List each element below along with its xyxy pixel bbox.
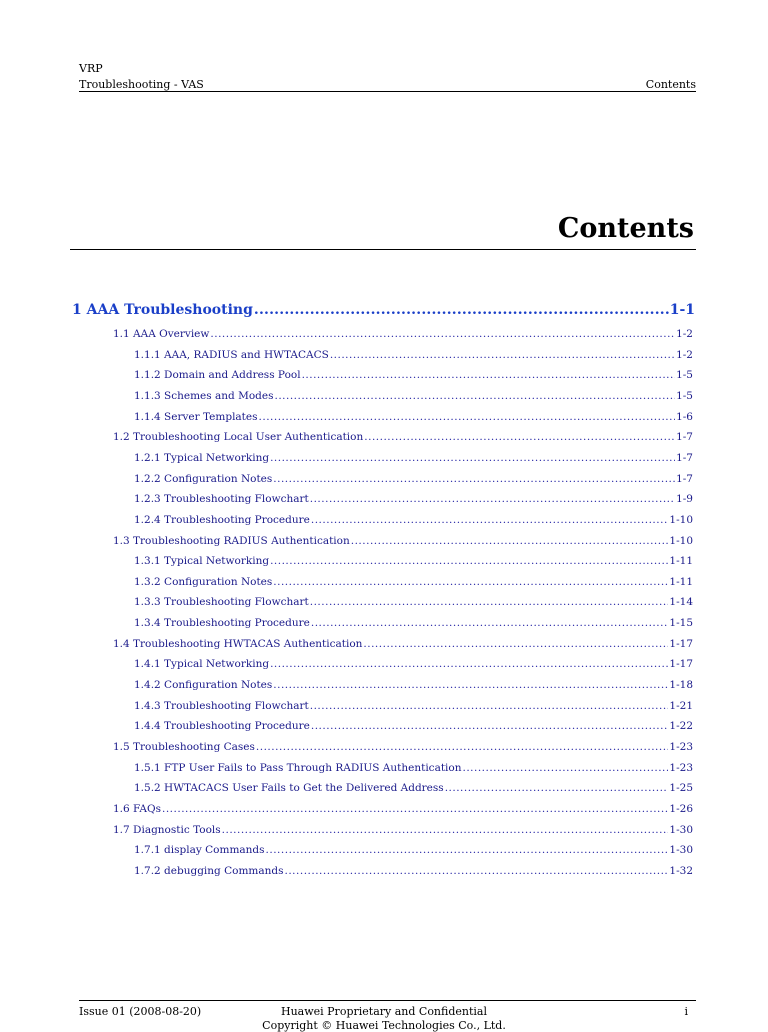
toc-entry[interactable]	[134, 762, 693, 774]
toc-leader-dots	[210, 328, 675, 340]
header-product: VRP	[79, 62, 103, 75]
toc-entry-page: 1-11	[669, 555, 693, 568]
toc-entry-label: 1.4.3 Troubleshooting Flowchart	[134, 699, 309, 712]
toc-leader-dots	[222, 824, 669, 836]
toc-entry-page: 1-5	[676, 389, 693, 402]
toc-entry-page: 1-7	[676, 431, 693, 444]
toc-entry-label: 1.7.2 debugging Commands	[134, 864, 284, 877]
toc-entry-label: 1.4 Troubleshooting HWTACAS Authentication	[113, 637, 363, 650]
toc-entry[interactable]	[134, 555, 693, 567]
toc-leader-dots	[302, 369, 676, 381]
toc-entry-page: 1-15	[669, 617, 693, 630]
toc-entry-label: 1.2.4 Troubleshooting Procedure	[134, 513, 310, 526]
toc-entry-label: 1.6 FAQs	[113, 802, 161, 815]
toc-entry-label: 1.3 Troubleshooting RADIUS Authentication	[113, 534, 350, 547]
toc-leader-dots	[256, 741, 668, 753]
toc-leader-dots	[364, 431, 675, 443]
toc-entry[interactable]	[134, 700, 693, 712]
footer-page-number: i	[684, 1005, 688, 1018]
toc-leader-dots	[311, 514, 669, 526]
toc-leader-dots	[270, 452, 675, 464]
toc-entry-page: 1-6	[676, 410, 693, 423]
header-doc-title: Troubleshooting - VAS	[79, 78, 204, 91]
toc-entry-page: 1-10	[669, 513, 693, 526]
footer-copyright: Copyright © Huawei Technologies Co., Ltd.	[262, 1019, 506, 1032]
toc-leader-dots	[162, 803, 668, 815]
footer-divider	[79, 1000, 696, 1001]
toc-entry-page: 1-9	[676, 493, 693, 506]
toc-entry-page: 1-25	[669, 782, 693, 795]
toc-leader-dots	[445, 782, 669, 794]
toc-leader-dots	[259, 411, 676, 423]
toc-leader-dots	[351, 535, 669, 547]
toc-entry[interactable]	[134, 369, 693, 381]
header-divider	[79, 91, 696, 92]
toc-entry-label: 1.4.4 Troubleshooting Procedure	[134, 720, 310, 733]
toc-entry-page: 1-30	[669, 844, 693, 857]
toc-entry-label: 1.1 AAA Overview	[113, 328, 210, 340]
toc-entry[interactable]	[113, 741, 693, 753]
toc-entry-page: 1-1	[669, 302, 695, 318]
toc-leader-dots	[311, 720, 669, 732]
toc-entry-page: 1-23	[669, 741, 693, 753]
toc-leader-dots	[273, 576, 668, 588]
page-title: Contents	[557, 213, 694, 244]
toc-entry-page: 1-5	[676, 369, 693, 382]
toc-entry[interactable]	[134, 782, 693, 794]
toc-leader-dots	[273, 473, 675, 485]
toc-entry-page: 1-14	[669, 596, 693, 609]
toc-leader-dots	[266, 844, 669, 856]
toc-leader-dots	[310, 700, 669, 712]
toc-leader-dots	[273, 679, 668, 691]
toc-entry-label: 1.7.1 display Commands	[134, 844, 265, 857]
toc-entry[interactable]	[134, 658, 693, 670]
toc-entry-page: 1-7	[676, 451, 693, 464]
footer-proprietary: Huawei Proprietary and Confidential	[280, 1005, 488, 1018]
toc-entry[interactable]	[134, 617, 693, 629]
toc-entry-page: 1-32	[669, 864, 693, 877]
toc-entry[interactable]	[113, 535, 693, 547]
toc-leader-dots	[270, 555, 668, 567]
toc-entry[interactable]	[134, 720, 693, 732]
toc-entry-label: 1.2.3 Troubleshooting Flowchart	[134, 493, 309, 506]
toc-leader-dots	[254, 302, 669, 318]
toc-entry-label: 1.3.2 Configuration Notes	[134, 575, 273, 588]
toc-entry[interactable]	[113, 803, 693, 815]
toc-entry[interactable]	[134, 493, 693, 505]
toc-entry[interactable]	[134, 679, 693, 691]
toc-entry-page: 1-10	[669, 534, 693, 547]
toc-entry[interactable]	[134, 514, 693, 526]
toc-entry[interactable]	[72, 302, 695, 318]
toc-entry-page: 1-21	[669, 699, 693, 712]
toc-entry[interactable]	[134, 411, 693, 423]
toc-entry-label: 1.2 Troubleshooting Local User Authentication	[113, 431, 364, 444]
toc-entry[interactable]	[134, 390, 693, 402]
toc-entry-page: 1-23	[669, 761, 693, 774]
toc-entry-label: 1.5 Troubleshooting Cases	[113, 741, 255, 753]
toc-entry[interactable]	[113, 328, 693, 340]
toc-entry-page: 1-18	[669, 679, 693, 692]
header-section: Contents	[645, 78, 696, 91]
toc-entry-label: 1.1.1 AAA, RADIUS and HWTACACS	[134, 348, 329, 361]
toc-entry[interactable]	[134, 596, 693, 608]
toc-leader-dots	[462, 762, 668, 774]
toc-leader-dots	[310, 596, 669, 608]
toc-leader-dots	[330, 349, 675, 361]
toc-entry[interactable]	[134, 865, 693, 877]
toc-entry-label: 1.1.2 Domain and Address Pool	[134, 369, 301, 382]
toc-entry-label: 1.3.4 Troubleshooting Procedure	[134, 617, 310, 630]
toc-leader-dots	[285, 865, 669, 877]
toc-entry-label: 1.2.1 Typical Networking	[134, 451, 270, 464]
toc-entry-page: 1-2	[676, 348, 693, 361]
toc-entry[interactable]	[113, 824, 693, 836]
toc-entry-label: 1.1.4 Server Templates	[134, 410, 258, 423]
toc-entry-page: 1-17	[669, 658, 693, 671]
toc-entry-label: 1.7 Diagnostic Tools	[113, 823, 221, 836]
toc-entry[interactable]	[113, 431, 693, 443]
toc-entry-page: 1-17	[669, 637, 693, 650]
toc-entry-label: 1.1.3 Schemes and Modes	[134, 389, 274, 402]
toc-leader-dots	[311, 617, 669, 629]
toc-entry[interactable]	[134, 473, 693, 485]
toc-entry-label: 1.2.2 Configuration Notes	[134, 472, 273, 485]
toc-entry-label: 1.4.1 Typical Networking	[134, 658, 270, 671]
toc-entry[interactable]	[134, 452, 693, 464]
toc-entry[interactable]	[134, 349, 693, 361]
toc-leader-dots	[274, 390, 675, 402]
toc-entry-label: 1.3.1 Typical Networking	[134, 555, 270, 568]
toc-entry-page: 1-30	[669, 823, 693, 836]
toc-entry-label: 1.5.2 HWTACACS User Fails to Get the Delivered Address	[134, 782, 444, 795]
toc-entry-label: 1.4.2 Configuration Notes	[134, 679, 273, 692]
toc-entry-label: 1 AAA Troubleshooting	[72, 302, 253, 318]
toc-entry-page: 1-26	[669, 802, 693, 815]
toc-leader-dots	[310, 493, 675, 505]
footer-issue: Issue 01 (2008-08-20)	[79, 1005, 202, 1018]
toc-entry-page: 1-22	[669, 720, 693, 733]
toc-entry-page: 1-2	[676, 328, 693, 340]
toc-entry-label: 1.5.1 FTP User Fails to Pass Through RADIUS Authentication	[134, 761, 462, 774]
title-divider	[70, 249, 696, 250]
toc-entry-label: 1.3.3 Troubleshooting Flowchart	[134, 596, 309, 609]
toc-entry-page: 1-11	[669, 575, 693, 588]
toc-leader-dots	[363, 638, 668, 650]
toc-entry[interactable]	[134, 576, 693, 588]
toc-entry[interactable]	[134, 844, 693, 856]
toc-entry[interactable]	[113, 638, 693, 650]
toc-leader-dots	[270, 658, 668, 670]
toc-entry-page: 1-7	[676, 472, 693, 485]
